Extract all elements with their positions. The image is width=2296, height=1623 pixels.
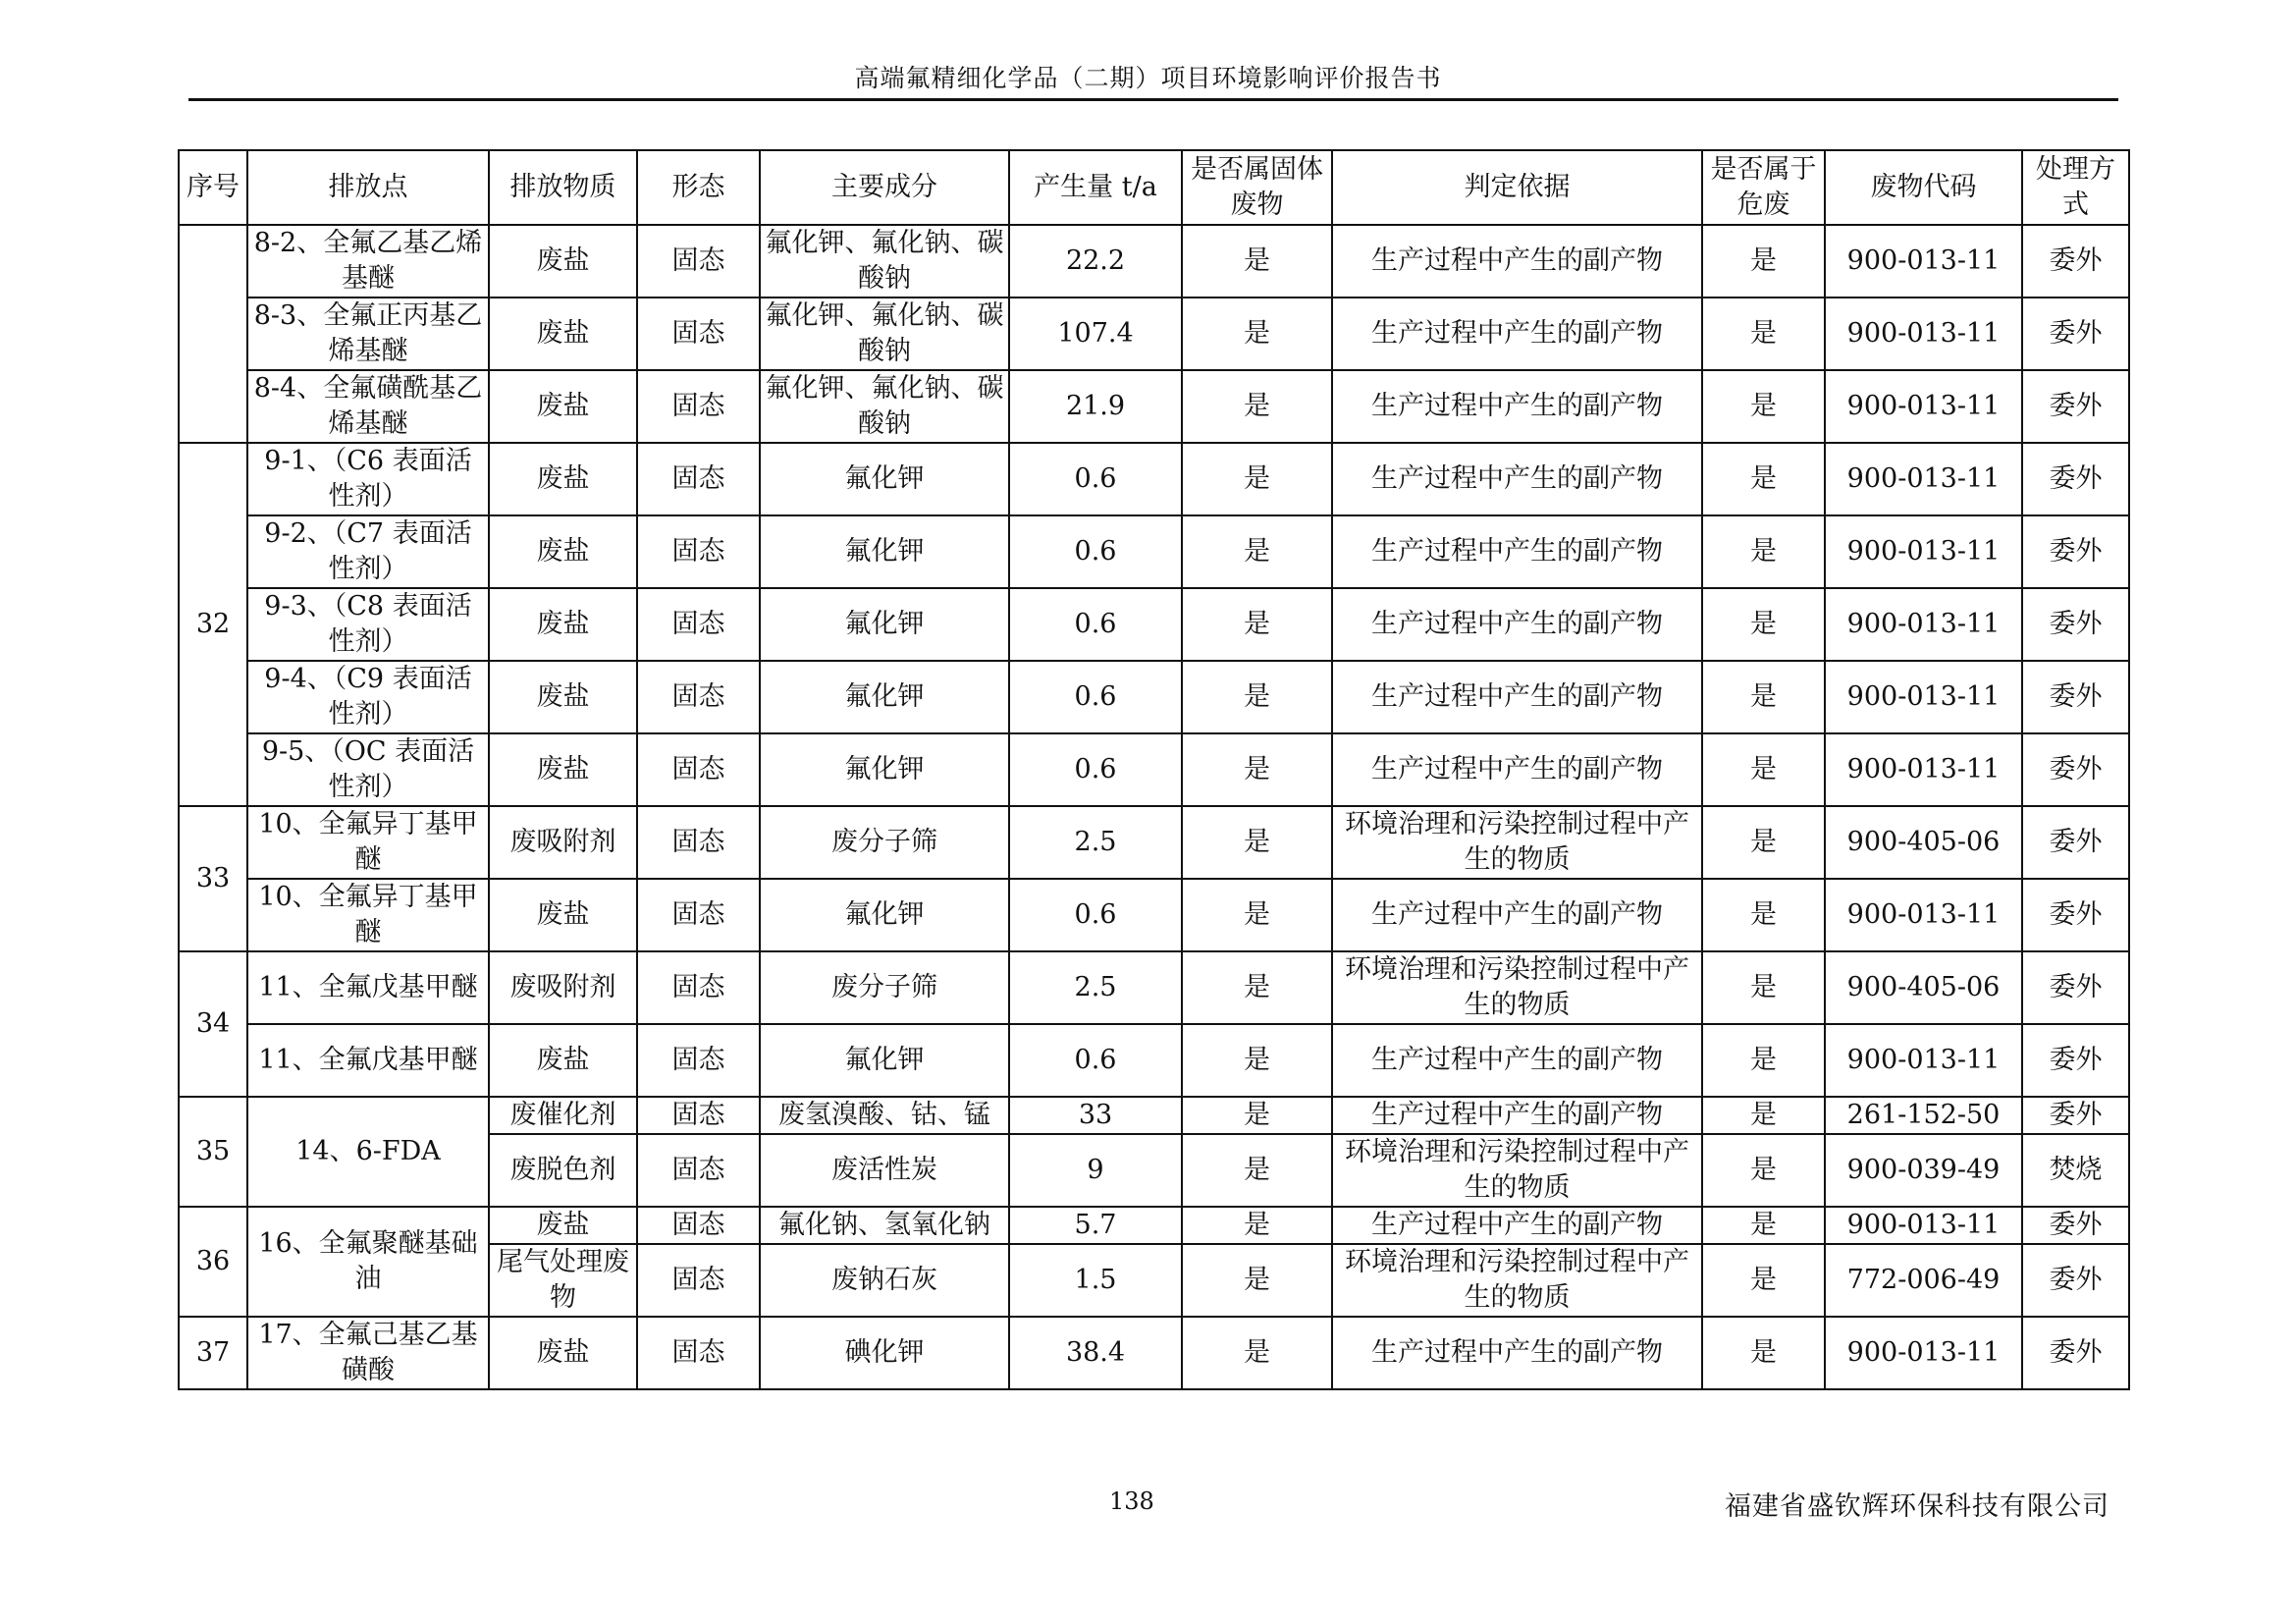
cell-code: 900-013-11 <box>1825 225 2022 298</box>
cell-substance: 废盐 <box>489 1024 637 1097</box>
table-row <box>179 1097 2129 1134</box>
cell-amount: 0.6 <box>1009 661 1182 733</box>
cell-index: 36 <box>179 1207 247 1317</box>
cell-component: 氟化钾 <box>760 515 1009 588</box>
cell-substance: 废盐 <box>489 588 637 661</box>
cell-method: 委外 <box>2022 879 2129 951</box>
cell-point: 9-4、（C9 表面活性剂） <box>247 661 489 733</box>
cell-method: 委外 <box>2022 733 2129 806</box>
solid-waste-table <box>178 149 2130 1390</box>
cell-form: 固态 <box>637 1097 760 1134</box>
cell-is-solid: 是 <box>1182 370 1332 443</box>
cell-is-hazard: 是 <box>1702 1024 1825 1097</box>
cell-basis: 环境治理和污染控制过程中产生的物质 <box>1332 951 1702 1024</box>
cell-is-hazard: 是 <box>1702 1134 1825 1207</box>
cell-method: 委外 <box>2022 951 2129 1024</box>
cell-component: 氟化钾、氟化钠、碳酸钠 <box>760 370 1009 443</box>
cell-method: 委外 <box>2022 370 2129 443</box>
cell-method: 委外 <box>2022 1207 2129 1244</box>
cell-code: 900-405-06 <box>1825 951 2022 1024</box>
cell-method: 委外 <box>2022 1024 2129 1097</box>
cell-basis: 生产过程中产生的副产物 <box>1332 588 1702 661</box>
cell-amount: 0.6 <box>1009 588 1182 661</box>
cell-is-solid: 是 <box>1182 806 1332 879</box>
cell-point: 11、全氟戊基甲醚 <box>247 951 489 1024</box>
cell-is-solid: 是 <box>1182 1097 1332 1134</box>
cell-is-hazard: 是 <box>1702 443 1825 515</box>
cell-substance: 废盐 <box>489 370 637 443</box>
cell-is-hazard: 是 <box>1702 733 1825 806</box>
cell-component: 氟化钾、氟化钠、碳酸钠 <box>760 298 1009 370</box>
cell-is-solid: 是 <box>1182 1024 1332 1097</box>
table-row <box>179 588 2129 661</box>
cell-is-hazard: 是 <box>1702 298 1825 370</box>
cell-component: 氟化钾 <box>760 733 1009 806</box>
cell-code: 900-013-11 <box>1825 1207 2022 1244</box>
cell-is-hazard: 是 <box>1702 661 1825 733</box>
cell-form: 固态 <box>637 806 760 879</box>
cell-amount: 0.6 <box>1009 1024 1182 1097</box>
cell-amount: 9 <box>1009 1134 1182 1207</box>
cell-basis: 生产过程中产生的副产物 <box>1332 1317 1702 1389</box>
cell-method: 委外 <box>2022 515 2129 588</box>
cell-amount: 0.6 <box>1009 443 1182 515</box>
table-row <box>179 806 2129 879</box>
col-header-point: 排放点 <box>247 150 489 225</box>
cell-point: 8-3、全氟正丙基乙烯基醚 <box>247 298 489 370</box>
cell-method: 委外 <box>2022 1244 2129 1317</box>
cell-component: 氟化钠、氢氧化钠 <box>760 1207 1009 1244</box>
cell-form: 固态 <box>637 1207 760 1244</box>
cell-basis: 生产过程中产生的副产物 <box>1332 370 1702 443</box>
cell-method: 委外 <box>2022 298 2129 370</box>
cell-point: 10、全氟异丁基甲醚 <box>247 806 489 879</box>
cell-code: 900-013-11 <box>1825 733 2022 806</box>
cell-component: 氟化钾 <box>760 661 1009 733</box>
cell-code: 900-013-11 <box>1825 443 2022 515</box>
cell-substance: 废盐 <box>489 733 637 806</box>
table-row <box>179 951 2129 1024</box>
table-row <box>179 515 2129 588</box>
cell-form: 固态 <box>637 515 760 588</box>
cell-index: 37 <box>179 1317 247 1389</box>
cell-form: 固态 <box>637 1317 760 1389</box>
cell-substance: 废脱色剂 <box>489 1134 637 1207</box>
cell-code: 900-013-11 <box>1825 661 2022 733</box>
cell-amount: 107.4 <box>1009 298 1182 370</box>
cell-index: 33 <box>179 806 247 951</box>
cell-method: 委外 <box>2022 1097 2129 1134</box>
cell-method: 委外 <box>2022 225 2129 298</box>
cell-form: 固态 <box>637 370 760 443</box>
cell-substance: 废催化剂 <box>489 1097 637 1134</box>
cell-is-hazard: 是 <box>1702 588 1825 661</box>
cell-substance: 废盐 <box>489 443 637 515</box>
cell-is-hazard: 是 <box>1702 879 1825 951</box>
cell-index: 32 <box>179 443 247 806</box>
cell-code: 900-405-06 <box>1825 806 2022 879</box>
cell-is-solid: 是 <box>1182 1207 1332 1244</box>
cell-method: 委外 <box>2022 588 2129 661</box>
cell-method: 委外 <box>2022 443 2129 515</box>
company-name: 福建省盛钦辉环保科技有限公司 <box>1725 1491 2109 1522</box>
cell-form: 固态 <box>637 298 760 370</box>
cell-basis: 生产过程中产生的副产物 <box>1332 298 1702 370</box>
cell-is-solid: 是 <box>1182 1317 1332 1389</box>
cell-method: 委外 <box>2022 1317 2129 1389</box>
cell-code: 900-039-49 <box>1825 1134 2022 1207</box>
cell-point: 9-3、（C8 表面活性剂） <box>247 588 489 661</box>
cell-basis: 生产过程中产生的副产物 <box>1332 443 1702 515</box>
cell-is-hazard: 是 <box>1702 1097 1825 1134</box>
table-row <box>179 225 2129 298</box>
col-header-basis: 判定依据 <box>1332 150 1702 225</box>
cell-code: 900-013-11 <box>1825 879 2022 951</box>
cell-form: 固态 <box>637 733 760 806</box>
cell-component: 废分子筛 <box>760 806 1009 879</box>
cell-amount: 0.6 <box>1009 879 1182 951</box>
cell-basis: 生产过程中产生的副产物 <box>1332 661 1702 733</box>
page-header-title: 高端氟精细化学品（二期）项目环境影响评价报告书 <box>854 64 1442 92</box>
cell-is-solid: 是 <box>1182 515 1332 588</box>
cell-is-solid: 是 <box>1182 588 1332 661</box>
cell-substance: 废盐 <box>489 225 637 298</box>
cell-substance: 废吸附剂 <box>489 951 637 1024</box>
cell-is-solid: 是 <box>1182 298 1332 370</box>
cell-is-hazard: 是 <box>1702 515 1825 588</box>
cell-component: 氟化钾 <box>760 879 1009 951</box>
cell-basis: 环境治理和污染控制过程中产生的物质 <box>1332 1134 1702 1207</box>
cell-code: 900-013-11 <box>1825 588 2022 661</box>
cell-point: 8-4、全氟磺酰基乙烯基醚 <box>247 370 489 443</box>
table-header-row <box>179 150 2129 225</box>
col-header-is-solid: 是否属固体废物 <box>1182 150 1332 225</box>
cell-index: 34 <box>179 951 247 1097</box>
cell-substance: 废盐 <box>489 661 637 733</box>
cell-form: 固态 <box>637 225 760 298</box>
cell-is-hazard: 是 <box>1702 951 1825 1024</box>
col-header-method: 处理方式 <box>2022 150 2129 225</box>
cell-point: 11、全氟戊基甲醚 <box>247 1024 489 1097</box>
cell-form: 固态 <box>637 443 760 515</box>
cell-component: 废钠石灰 <box>760 1244 1009 1317</box>
cell-form: 固态 <box>637 1024 760 1097</box>
cell-method: 委外 <box>2022 806 2129 879</box>
cell-code: 900-013-11 <box>1825 1024 2022 1097</box>
table-row <box>179 298 2129 370</box>
col-header-form: 形态 <box>637 150 760 225</box>
cell-code: 772-006-49 <box>1825 1244 2022 1317</box>
cell-basis: 生产过程中产生的副产物 <box>1332 879 1702 951</box>
cell-form: 固态 <box>637 588 760 661</box>
cell-code: 900-013-11 <box>1825 1317 2022 1389</box>
cell-is-solid: 是 <box>1182 225 1332 298</box>
cell-is-solid: 是 <box>1182 879 1332 951</box>
col-header-substance: 排放物质 <box>489 150 637 225</box>
table-row <box>179 1024 2129 1097</box>
cell-form: 固态 <box>637 1134 760 1207</box>
cell-is-hazard: 是 <box>1702 370 1825 443</box>
cell-form: 固态 <box>637 879 760 951</box>
cell-amount: 5.7 <box>1009 1207 1182 1244</box>
cell-amount: 0.6 <box>1009 733 1182 806</box>
table-row <box>179 879 2129 951</box>
cell-point: 10、全氟异丁基甲醚 <box>247 879 489 951</box>
cell-basis: 生产过程中产生的副产物 <box>1332 733 1702 806</box>
col-header-component: 主要成分 <box>760 150 1009 225</box>
cell-amount: 2.5 <box>1009 951 1182 1024</box>
cell-is-hazard: 是 <box>1702 806 1825 879</box>
cell-basis: 生产过程中产生的副产物 <box>1332 1097 1702 1134</box>
cell-substance: 废盐 <box>489 515 637 588</box>
cell-is-hazard: 是 <box>1702 1207 1825 1244</box>
table-row <box>179 370 2129 443</box>
cell-form: 固态 <box>637 1244 760 1317</box>
cell-is-solid: 是 <box>1182 1134 1332 1207</box>
cell-amount: 2.5 <box>1009 806 1182 879</box>
cell-basis: 生产过程中产生的副产物 <box>1332 1024 1702 1097</box>
cell-basis: 生产过程中产生的副产物 <box>1332 1207 1702 1244</box>
cell-substance: 废盐 <box>489 1317 637 1389</box>
cell-point: 9-5、（OC 表面活性剂） <box>247 733 489 806</box>
col-header-is-hazard: 是否属于危废 <box>1702 150 1825 225</box>
cell-substance: 尾气处理废物 <box>489 1244 637 1317</box>
cell-component: 氟化钾 <box>760 1024 1009 1097</box>
cell-is-solid: 是 <box>1182 1244 1332 1317</box>
table-row <box>179 1317 2129 1389</box>
col-header-index: 序号 <box>179 150 247 225</box>
col-header-amount: 产生量 t/a <box>1009 150 1182 225</box>
cell-substance: 废盐 <box>489 879 637 951</box>
cell-amount: 33 <box>1009 1097 1182 1134</box>
cell-is-solid: 是 <box>1182 443 1332 515</box>
cell-index: 35 <box>179 1097 247 1207</box>
cell-component: 废分子筛 <box>760 951 1009 1024</box>
cell-is-hazard: 是 <box>1702 1317 1825 1389</box>
cell-component: 废活性炭 <box>760 1134 1009 1207</box>
cell-component: 废氢溴酸、钴、锰 <box>760 1097 1009 1134</box>
cell-form: 固态 <box>637 951 760 1024</box>
col-header-code: 废物代码 <box>1825 150 2022 225</box>
cell-basis: 环境治理和污染控制过程中产生的物质 <box>1332 806 1702 879</box>
cell-form: 固态 <box>637 661 760 733</box>
header-divider <box>188 98 2118 101</box>
cell-basis: 环境治理和污染控制过程中产生的物质 <box>1332 1244 1702 1317</box>
cell-amount: 22.2 <box>1009 225 1182 298</box>
table-row <box>179 443 2129 515</box>
table-row <box>179 661 2129 733</box>
cell-point: 17、全氟己基乙基磺酸 <box>247 1317 489 1389</box>
cell-point: 14、6-FDA <box>247 1097 489 1207</box>
cell-basis: 生产过程中产生的副产物 <box>1332 225 1702 298</box>
cell-index <box>179 225 247 443</box>
cell-is-solid: 是 <box>1182 661 1332 733</box>
cell-is-hazard: 是 <box>1702 225 1825 298</box>
cell-code: 261-152-50 <box>1825 1097 2022 1134</box>
cell-method: 委外 <box>2022 661 2129 733</box>
page-number: 138 <box>1109 1488 1154 1515</box>
cell-method: 焚烧 <box>2022 1134 2129 1207</box>
cell-substance: 废盐 <box>489 298 637 370</box>
cell-amount: 38.4 <box>1009 1317 1182 1389</box>
cell-amount: 0.6 <box>1009 515 1182 588</box>
cell-point: 9-1、（C6 表面活性剂） <box>247 443 489 515</box>
cell-is-solid: 是 <box>1182 951 1332 1024</box>
cell-component: 氟化钾、氟化钠、碳酸钠 <box>760 225 1009 298</box>
cell-amount: 1.5 <box>1009 1244 1182 1317</box>
table-row <box>179 1207 2129 1244</box>
cell-basis: 生产过程中产生的副产物 <box>1332 515 1702 588</box>
cell-component: 氟化钾 <box>760 443 1009 515</box>
cell-code: 900-013-11 <box>1825 370 2022 443</box>
cell-point: 9-2、（C7 表面活性剂） <box>247 515 489 588</box>
cell-component: 碘化钾 <box>760 1317 1009 1389</box>
cell-component: 氟化钾 <box>760 588 1009 661</box>
table-row <box>179 733 2129 806</box>
cell-point: 16、全氟聚醚基础油 <box>247 1207 489 1317</box>
cell-point: 8-2、全氟乙基乙烯基醚 <box>247 225 489 298</box>
cell-substance: 废吸附剂 <box>489 806 637 879</box>
cell-is-hazard: 是 <box>1702 1244 1825 1317</box>
cell-code: 900-013-11 <box>1825 515 2022 588</box>
cell-substance: 废盐 <box>489 1207 637 1244</box>
cell-code: 900-013-11 <box>1825 298 2022 370</box>
cell-is-solid: 是 <box>1182 733 1332 806</box>
cell-amount: 21.9 <box>1009 370 1182 443</box>
